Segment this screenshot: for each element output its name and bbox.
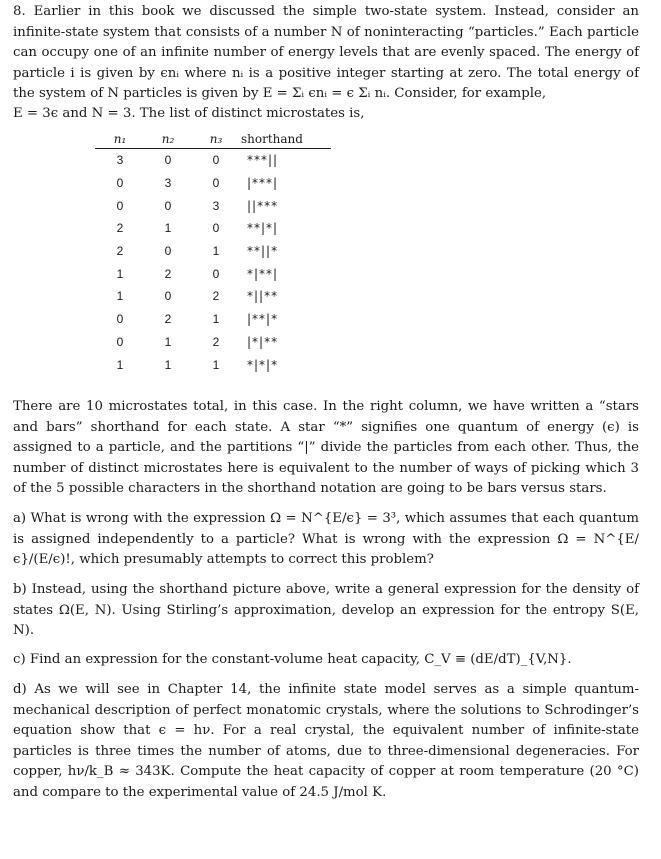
table-row (95, 194, 331, 217)
cell-n1: 1 (116, 357, 124, 372)
cell-n2: 1 (164, 221, 172, 236)
cell-n1: 1 (116, 289, 124, 304)
cell-shorthand: |*|** (247, 334, 279, 349)
header-n2: n₂ (145, 130, 191, 149)
cell-n2: 1 (164, 334, 172, 349)
cell-n1: 3 (116, 153, 124, 168)
table-row (95, 308, 331, 331)
cell-n2: 0 (164, 153, 172, 168)
cell-shorthand: |**|* (247, 312, 279, 327)
table-header-row (95, 130, 331, 149)
cell-n3: 1 (212, 357, 220, 372)
table-row (95, 240, 331, 263)
table-row (95, 172, 331, 195)
question-a: a) What is wrong with the expression Ω = N^{E/ϵ} = 3³, which assumes that each quantum is assigned independently to a particle? What is wrong with the expression Ω = N^{E/ϵ}/(E/ϵ)!, which presumably attempts to correct this problem? (13, 511, 639, 567)
cell-n2: 3 (164, 176, 172, 191)
question-c: c) Find an expression for the constant-volume heat capacity, C_V ≡ (dE/dT)_{V,N}. (13, 652, 572, 667)
microstates-table (95, 130, 331, 376)
question-d: d) As we will see in Chapter 14, the infinite state model serves as a simple quantum-mechanical description of perfect monatomic crystals, where the solutions to Schrodinger’s equation show that ϵ = hν. For a real crystal, the equivalent number of infinite-state particles is three times the number of atoms, due to three-dimensional degeneracies. For copper, hν/k_B ≈ 343K. Compute the heat capacity of copper at room temperature (20 °C) and compare to the experimental value of 24.5 J/mol K. (13, 682, 639, 800)
cell-n3: 0 (212, 221, 220, 236)
cell-shorthand: *|*|* (247, 357, 279, 372)
table-row (95, 217, 331, 240)
cell-n3: 0 (212, 176, 220, 191)
table-row (95, 285, 331, 308)
cell-n3: 1 (212, 244, 220, 259)
table-row (95, 353, 331, 376)
cell-n3: 2 (212, 289, 220, 304)
header-n1: n₁ (95, 130, 145, 149)
cell-n2: 0 (164, 289, 172, 304)
problem-intro: 8. Earlier in this book we discussed the simple two-state system. Instead, consider an infinite-state system that consists of a number N of noninteracting “particles.” Each particle can occupy one of an infinite number of energy levels that are evenly spaced. The energy of particle i is given by ϵnᵢ where nᵢ is a positive integer starting at zero. The total energy of the system of N particles is given by E = Σᵢ ϵnᵢ = ϵ Σᵢ nᵢ. Consider, for example, (13, 4, 639, 101)
table-row (95, 262, 331, 285)
cell-n1: 2 (116, 244, 124, 259)
cell-n1: 1 (116, 266, 124, 281)
cell-shorthand: ||*** (247, 198, 279, 213)
header-n3: n₃ (191, 130, 241, 149)
cell-n2: 2 (164, 312, 172, 327)
cell-shorthand: *|**| (247, 266, 279, 281)
cell-n1: 2 (116, 221, 124, 236)
cell-n2: 0 (164, 244, 172, 259)
explanation-paragraph: There are 10 microstates total, in this case. In the right column, we have written a “stars and bars” shorthand for each state. A star “*” signifies one quantum of energy (ϵ) is assigned to a particle, and the partitions “|” divide the particles from each other. Thus, the number of distinct microstates here is equivalent to the number of ways of picking which 3 of the 5 possible characters in the shorthand notation are going to be bars versus stars. (13, 399, 639, 496)
cell-n1: 0 (116, 334, 124, 349)
cell-n3: 2 (212, 334, 220, 349)
cell-n3: 0 (212, 266, 220, 281)
cell-n3: 1 (212, 312, 220, 327)
table-row (95, 149, 331, 172)
cell-shorthand: **||* (247, 244, 279, 259)
header-shorthand: shorthand (241, 130, 331, 149)
cell-shorthand: *||** (247, 289, 279, 304)
cell-shorthand: ***|| (247, 153, 279, 168)
cell-n1: 0 (116, 176, 124, 191)
cell-n2: 1 (164, 357, 172, 372)
problem-intro-example: E = 3ϵ and N = 3. The list of distinct microstates is, (13, 106, 365, 121)
table-row (95, 331, 331, 354)
cell-shorthand: **|*| (247, 221, 279, 236)
cell-n3: 3 (212, 198, 220, 213)
cell-n3: 0 (212, 153, 220, 168)
cell-n2: 2 (164, 266, 172, 281)
cell-n2: 0 (164, 198, 172, 213)
question-b: b) Instead, using the shorthand picture above, write a general expression for the density of states Ω(E, N). Using Stirling’s approximation, develop an expression for the entropy S(E, N). (13, 582, 639, 638)
cell-n1: 0 (116, 312, 124, 327)
cell-n1: 0 (116, 198, 124, 213)
cell-shorthand: |***| (247, 176, 279, 191)
